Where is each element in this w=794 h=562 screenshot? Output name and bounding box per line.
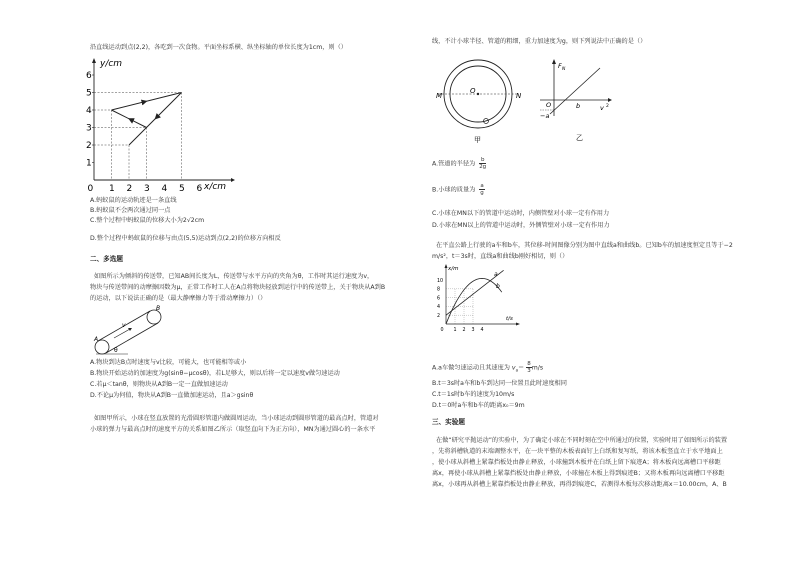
question-4-line-1: 在平直公路上行驶的a车和b车，其位移-时间图像分别为图中直线a和曲线b。已知b车的加速度恒定且等于−2	[436, 242, 733, 249]
section-heading-multi: 二、多选题	[90, 255, 123, 263]
label-o: O	[470, 87, 476, 95]
option-3a: A.管道的半径为 $\frac{b}{2g}$	[432, 157, 487, 170]
question-3-line-1: 如图甲所示，小球在竖直放置的光滑圆形管道内做圆周运动，当小球运动到圆形管道的最高点时，管道对	[94, 415, 379, 422]
y-tick-label: 2	[437, 314, 441, 319]
question-5-line-2: ，先将斜槽轨道的末端调整水平，在一块平整的木板表面钉上白纸和复写纸，将该木板竖直立于水平地面上	[432, 448, 723, 455]
y-axis-label: x/m	[448, 266, 459, 272]
y-tick-label: 8	[437, 287, 441, 293]
y-tick-label: 4	[86, 106, 92, 116]
label-neg-a: −a	[540, 112, 550, 120]
x-tick-label: 0	[440, 328, 444, 333]
x-tick-label: 1	[109, 184, 115, 194]
question-5-line-3: ，使小球从斜槽上紧靠挡板处由静止释放，小球撞到木板并在白纸上留下痕迹A；将木板向远离槽口平移距	[432, 459, 721, 466]
y-axis-label: y/cm	[100, 59, 123, 69]
x-tick-label: 2	[462, 328, 466, 333]
fraction-denominator: g	[480, 190, 484, 196]
x-tick-label: 3	[144, 184, 150, 194]
question-2-line-2: 物块与传送带间的动摩擦因数为μ，正常工作时工人在A点将物块轻放到运行中的传送带上，关于物块从A到B	[90, 284, 386, 291]
velocity-symbol: v	[511, 364, 516, 372]
x-axis-label: x/cm	[204, 182, 227, 192]
caption-yi: 乙	[576, 134, 583, 142]
option-2d: D.不论μ为何值，物块从A到B一直做加速运动，且a＞gsinθ	[90, 392, 254, 399]
option-4c: C.t＝1s时b车的速度为10m/s	[432, 391, 515, 398]
fraction-numerator: b	[480, 157, 485, 163]
label-v2: v	[600, 104, 604, 112]
label-b: b	[576, 102, 581, 110]
y-tick-label: 6	[437, 296, 441, 302]
velocity-unit: m/s	[531, 364, 544, 372]
question-2-line-3: 的运动，以下说法正确的是（最大静摩擦力等于滑动摩擦力）（）	[90, 295, 267, 302]
x-tick-label: 4	[480, 328, 484, 333]
y-tick-label: 10	[437, 278, 444, 284]
label-v: v	[122, 322, 126, 329]
path-graph	[86, 56, 236, 196]
x-tick-label: 3	[471, 328, 475, 333]
label-n: N	[516, 92, 522, 100]
question-5-line-5: 离x，小球再从斜槽上紧靠挡板处由静止释放，再得到痕迹C，若测得木板每次移动距离x＝10.00cm，A、B	[432, 481, 727, 488]
question-5-line-1: 在做“研究平抛运动”的实验中，为了确定小球在不同时刻在空中所通过的位置，实验时用了如图所示的装置	[436, 437, 728, 444]
label-theta: θ	[114, 347, 118, 354]
position-time-graph	[434, 262, 524, 352]
option-1a: A.蚂蚁鼠的运动轨迹是一条直线	[90, 197, 177, 204]
y-tick-label: 2	[86, 141, 92, 151]
option-2a: A.物块到达B点时速度与v比较，可能大，也可能相等或小	[90, 359, 247, 366]
option-4d: D.t＝0时a车和b车的距离x₀＝9m	[432, 402, 525, 409]
label-b: b	[496, 283, 500, 290]
curve-b	[446, 278, 502, 324]
fraction-numerator: 8	[527, 361, 531, 367]
question-5-line-4: 离x，再使小球从斜槽上紧靠挡板处由静止释放，小球撞在木板上得到痕迹B；又将木板再向远离槽口平移距	[432, 470, 725, 477]
circular-tube-figure	[436, 50, 526, 150]
x-tick-label: 6	[196, 184, 203, 194]
option-3c: C.小球在MN以下的管道中运动时，内侧管壁对小球一定有作用力	[432, 210, 610, 217]
section-heading-experiment: 三、实验题	[432, 418, 465, 426]
x-tick-label: 0	[87, 184, 94, 194]
option-3d: D.小球在MN以上的管道中运动时，外侧管壁对小球一定有作用力	[432, 222, 610, 229]
x-tick-label: 4	[161, 184, 168, 194]
fraction-denominator: 3	[527, 368, 531, 374]
conveyor-belt-figure	[88, 305, 168, 357]
label-b: B	[156, 305, 161, 312]
x-tick-label: 1	[453, 328, 457, 333]
force-velocity-graph	[536, 56, 616, 150]
fraction-numerator: a	[480, 183, 484, 189]
caption-jia: 甲	[474, 136, 481, 144]
y-tick-label: 6	[86, 71, 92, 81]
label-fn: F	[558, 62, 562, 70]
option-2b: B.物块开始运动的加速度为g(sinθ−μcosθ)，若L足够大，则以后将一定以速度v做匀速运动	[90, 370, 340, 377]
x-tick-label: 5	[179, 184, 185, 194]
label-a: A	[94, 336, 99, 343]
y-tick-label: 4	[437, 305, 441, 311]
velocity-subscript: a	[515, 367, 519, 373]
fraction-denominator: 2g	[479, 164, 487, 170]
question-3-continuation: 线，不计小球半径、管道的粗细，重力加速度为g，则下列说法中正确的是（）	[432, 38, 647, 45]
label-m: M	[436, 92, 443, 100]
option-1b: B.蚂蚁鼠不会两次通过同一点	[90, 207, 171, 214]
question-2-line-1: 如图所示为倾斜的传送带，已知AB间长度为L，传送带与水平方向的夹角为θ，工作时其运行速度为v，	[94, 273, 374, 280]
label-o: O	[546, 101, 552, 109]
y-tick-label: 1	[86, 158, 92, 169]
label-a: a	[494, 271, 498, 278]
option-2c: C.若μ＜tanθ，则物块从A到B一定一直做加速运动	[90, 381, 228, 388]
option-1d: D.整个过程中蚂蚁鼠的位移与由点(5,5)运动到点(2,2)的位移方向相反	[90, 235, 281, 242]
option-4b: B.t＝3s时a车和b车到达同一位置且此时速度相同	[432, 380, 567, 387]
intro-text: 沿直线运动到点(2,2)，各吃到一次食物。平面坐标系横、纵坐标轴的单位长度为1cm，则（）	[90, 44, 347, 51]
svg-text:2: 2	[606, 104, 609, 109]
question-3-line-2: 小球的弹力与最高点时的速度平方的关系如图乙所示（取竖直向下为正方向），MN为通过圆心的一条水平	[90, 426, 376, 433]
option-4a: A.a车做匀速运动且其速度为 $v_a=$ $\frac{8}{3}$ m/s	[432, 361, 544, 374]
option-1c: C.整个过程中蚂蚁鼠的位移大小为2√2cm	[90, 217, 205, 224]
x-axis-label: t/s	[506, 316, 513, 322]
y-tick-label: 5	[86, 88, 92, 99]
x-tick-label: 2	[126, 184, 133, 194]
y-tick-label: 3	[86, 123, 92, 134]
question-4-line-2: m/s²，t＝3s时，直线a和曲线b刚好相切，则（）	[432, 253, 569, 260]
label-fn-sub: N	[562, 67, 566, 72]
option-3b: B.小球的质量为 $\frac{a}{g}$	[432, 183, 484, 196]
